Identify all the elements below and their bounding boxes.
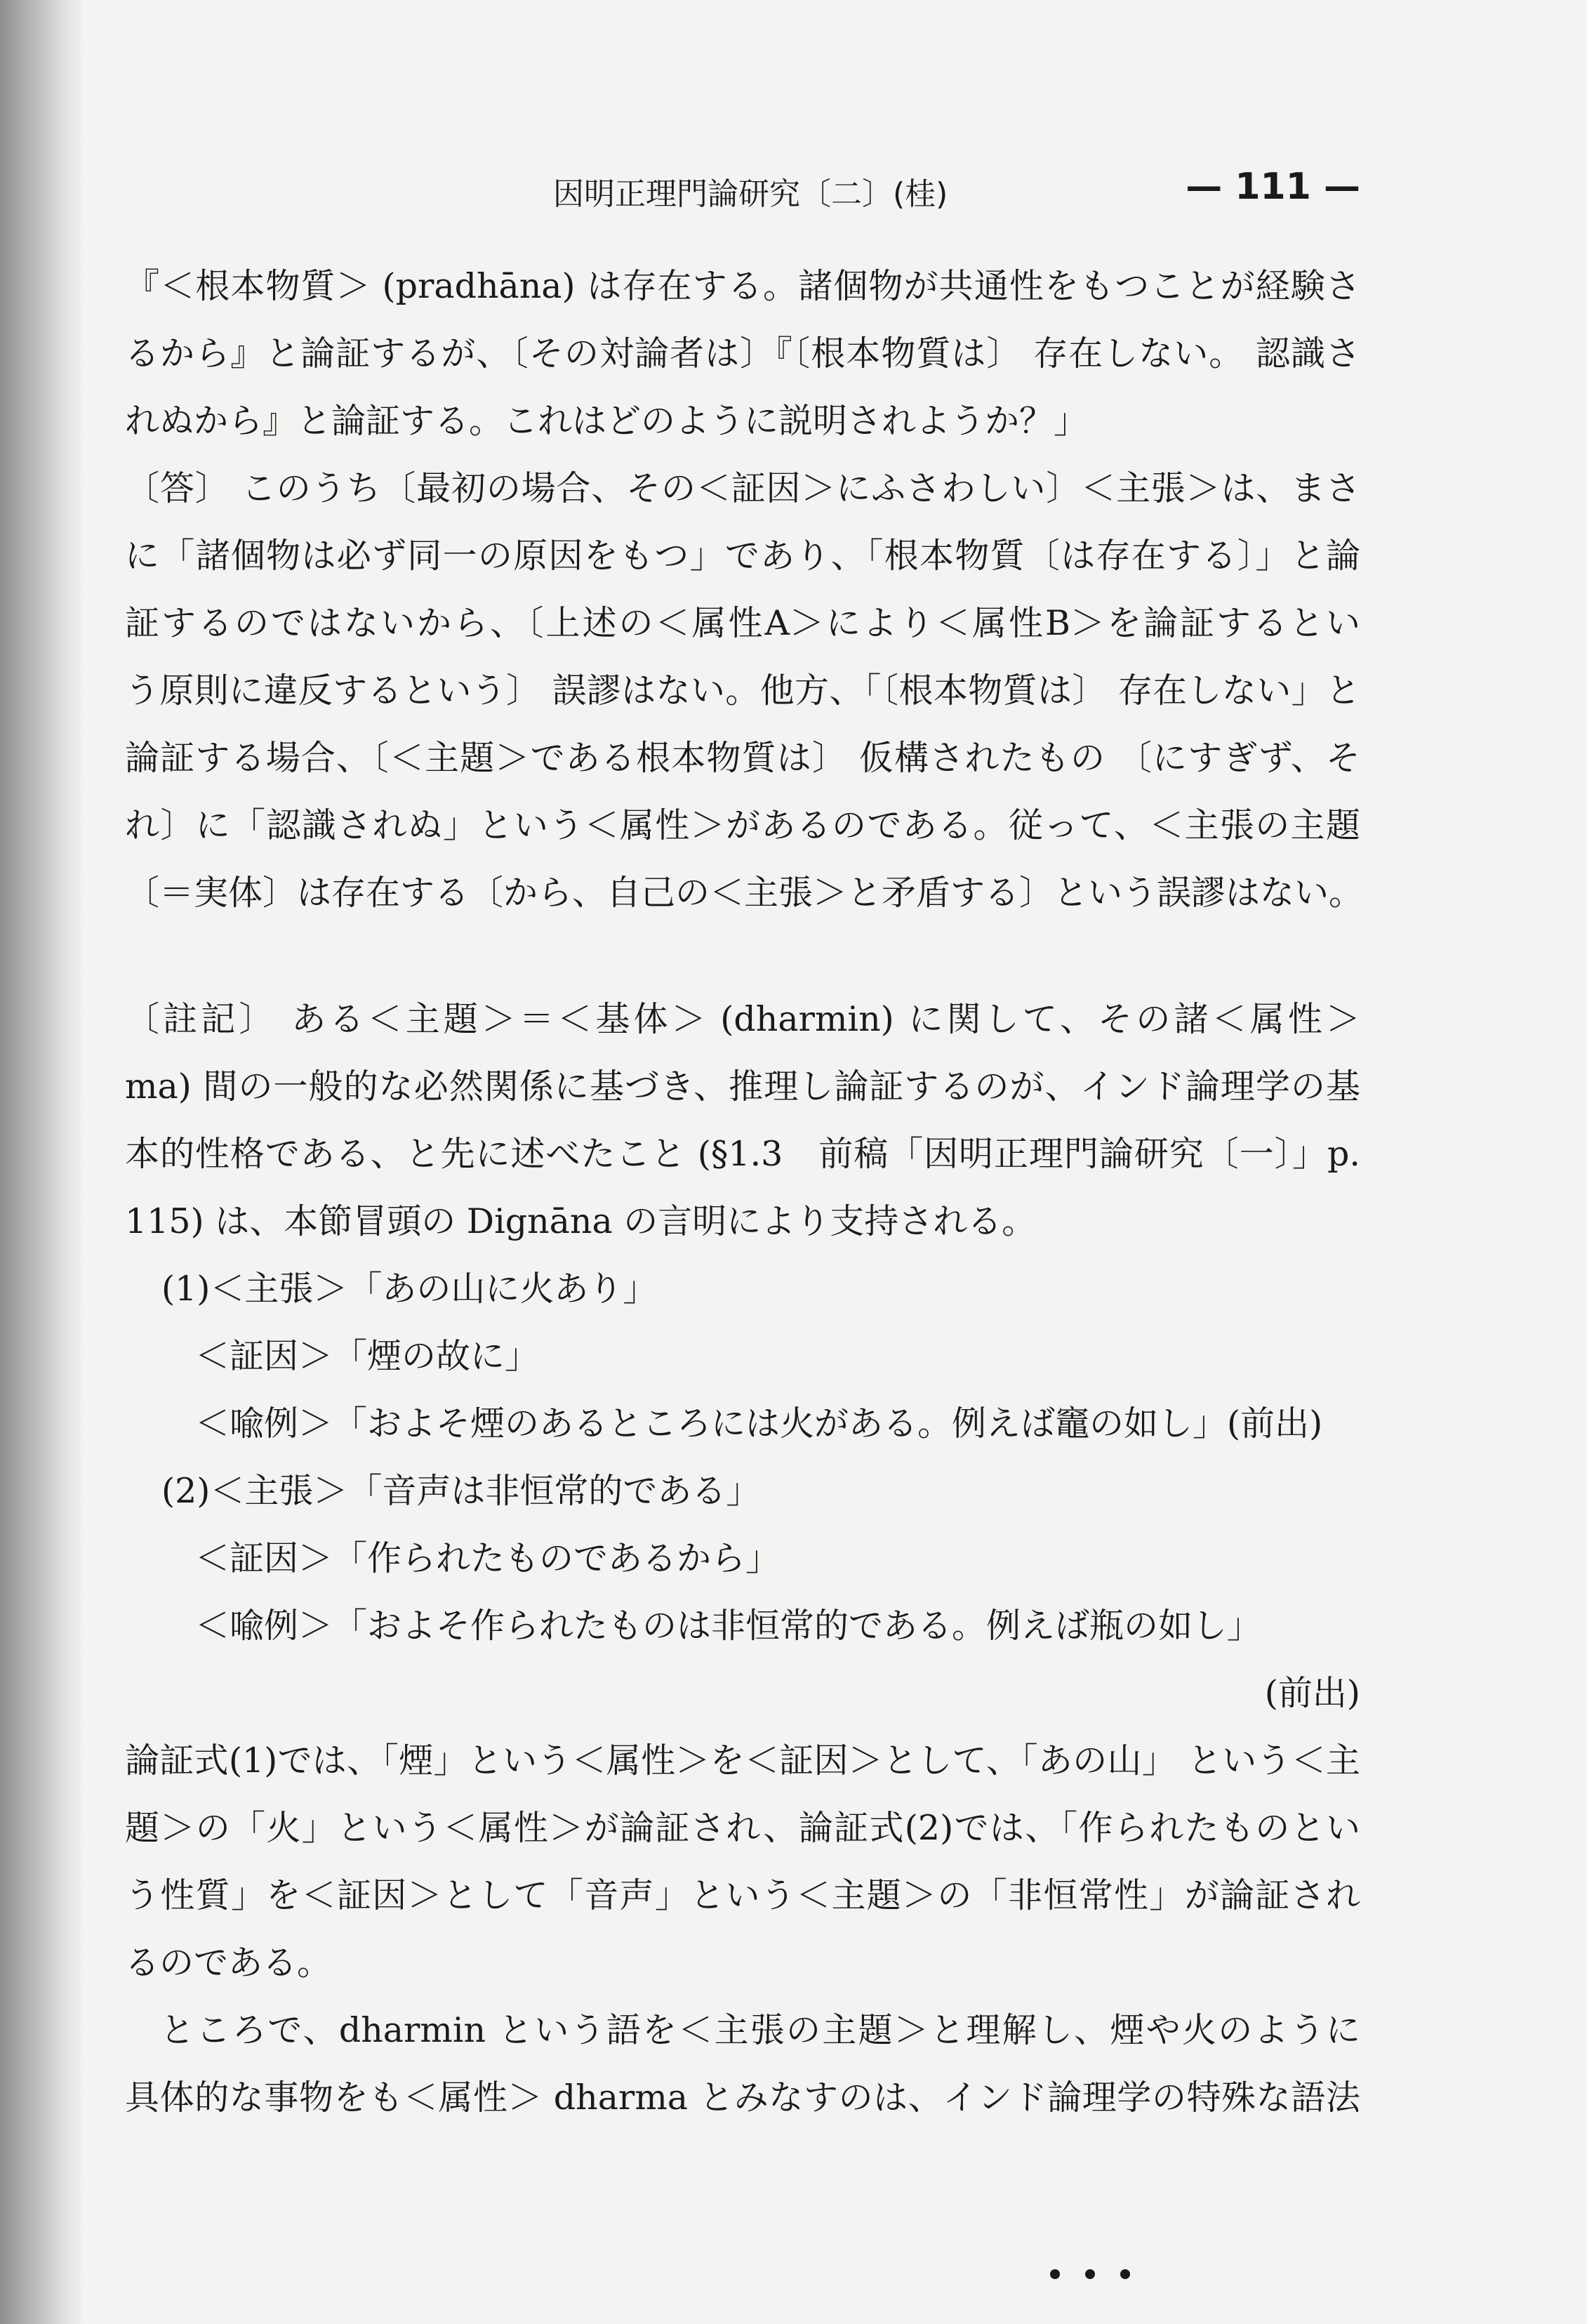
paragraph-gap [125,927,1360,986]
text-line: れ〕に「認識されぬ」という＜属性＞があるのである。従って、＜主張の主題 [125,805,1360,845]
syllogism-line: ＜喩例＞「およそ作られたものは非恒常的である。例えば瓶の如し」 [195,1606,1262,1646]
running-title: 因明正理門論研究〔二〕(桂) [553,176,948,212]
syllogism-line: ＜証因＞「作られたものであるから」 [195,1538,781,1578]
text-line: ma) 間の一般的な必然関係に基づき、推理し論証するのが、インド論理学の基 [125,1067,1360,1107]
page [125,0,1364,2324]
syllogism-line: (前出) [1264,1673,1360,1713]
text-line: 〔答〕 このうち〔最初の場合、その＜証因＞にふさわしい〕＜主張＞は、まさ [125,468,1360,508]
text-line: 論証式(1)では、「煙」という＜属性＞を＜証因＞として、「あの山」 という＜主 [125,1741,1360,1781]
text-line: う性質」を＜証因＞として「音声」という＜主題＞の「非恒常性」が論証され [125,1875,1360,1915]
text-line: う原則に違反するという〕 誤謬はない。他方、「〔根本物質は〕 存在しない」と [125,671,1360,711]
scan-shadow [0,0,84,2324]
syllogism-line: (2)＜主張＞「音声は非恒常的である」 [161,1471,761,1511]
syllogism-line: ＜証因＞「煙の故に」 [195,1336,540,1376]
text-line: 〔＝実体〕は存在する〔から、自己の＜主張＞と矛盾する〕という誤謬はない。 [125,873,1364,913]
text-line: 具体的な事物をも＜属性＞ dharma とみなすのは、インド論理学の特殊な語法 [125,2078,1360,2118]
text-line: れぬから』と論証する。これはどのように説明されようか？」 [125,401,1089,441]
text-line: 論証する場合、〔＜主題＞である根本物質は〕 仮構されたもの 〔にすぎず、そ [125,738,1360,778]
text-line: 〔註記〕 ある＜主題＞＝＜基体＞ (dharmin) に関して、その諸＜属性＞ [125,999,1360,1039]
emphasis-dot [1085,2269,1095,2279]
syllogism-line: ＜喩例＞「およそ煙のあるところには火がある。例えば竈の如し」(前出) [195,1404,1323,1444]
text-line: ところで、dharmin という語を＜主張の主題＞と理解し、煙や火のように [160,2010,1360,2050]
syllogism-line: (1)＜主張＞「あの山に火あり」 [161,1269,658,1309]
text-line: 題＞の「火」という＜属性＞が論証され、論証式(2)では、「作られたものとい [125,1808,1360,1848]
text-line: 『＜根本物質＞ (pradhāna) は存在する。諸個物が共通性をもつことが経験さ [125,266,1360,306]
emphasis-dot [1120,2269,1130,2279]
text-line: に「諸個物は必ず同一の原因をもつ」であり、「根本物質〔は存在する〕」と論 [125,536,1360,576]
page-number: — 111 — [1186,166,1360,208]
text-line: るから』と論証するが、〔その対論者は〕『〔根本物質は〕 存在しない。 認識さ [125,334,1360,374]
emphasis-dot [1050,2269,1060,2279]
text-line: るのである。 [125,1943,332,1983]
body-text [125,253,1364,2132]
text-line: 証するのではないから、〔上述の＜属性A＞により＜属性B＞を論証するとい [125,603,1360,643]
text-line: 115) は、本節冒頭の Dignāna の言明により支持される。 [125,1201,1037,1241]
running-head [125,166,1360,218]
text-line: 本的性格である、と先に述べたこと (§1.3 前稿「因明正理門論研究〔一〕」p. [125,1134,1360,1174]
